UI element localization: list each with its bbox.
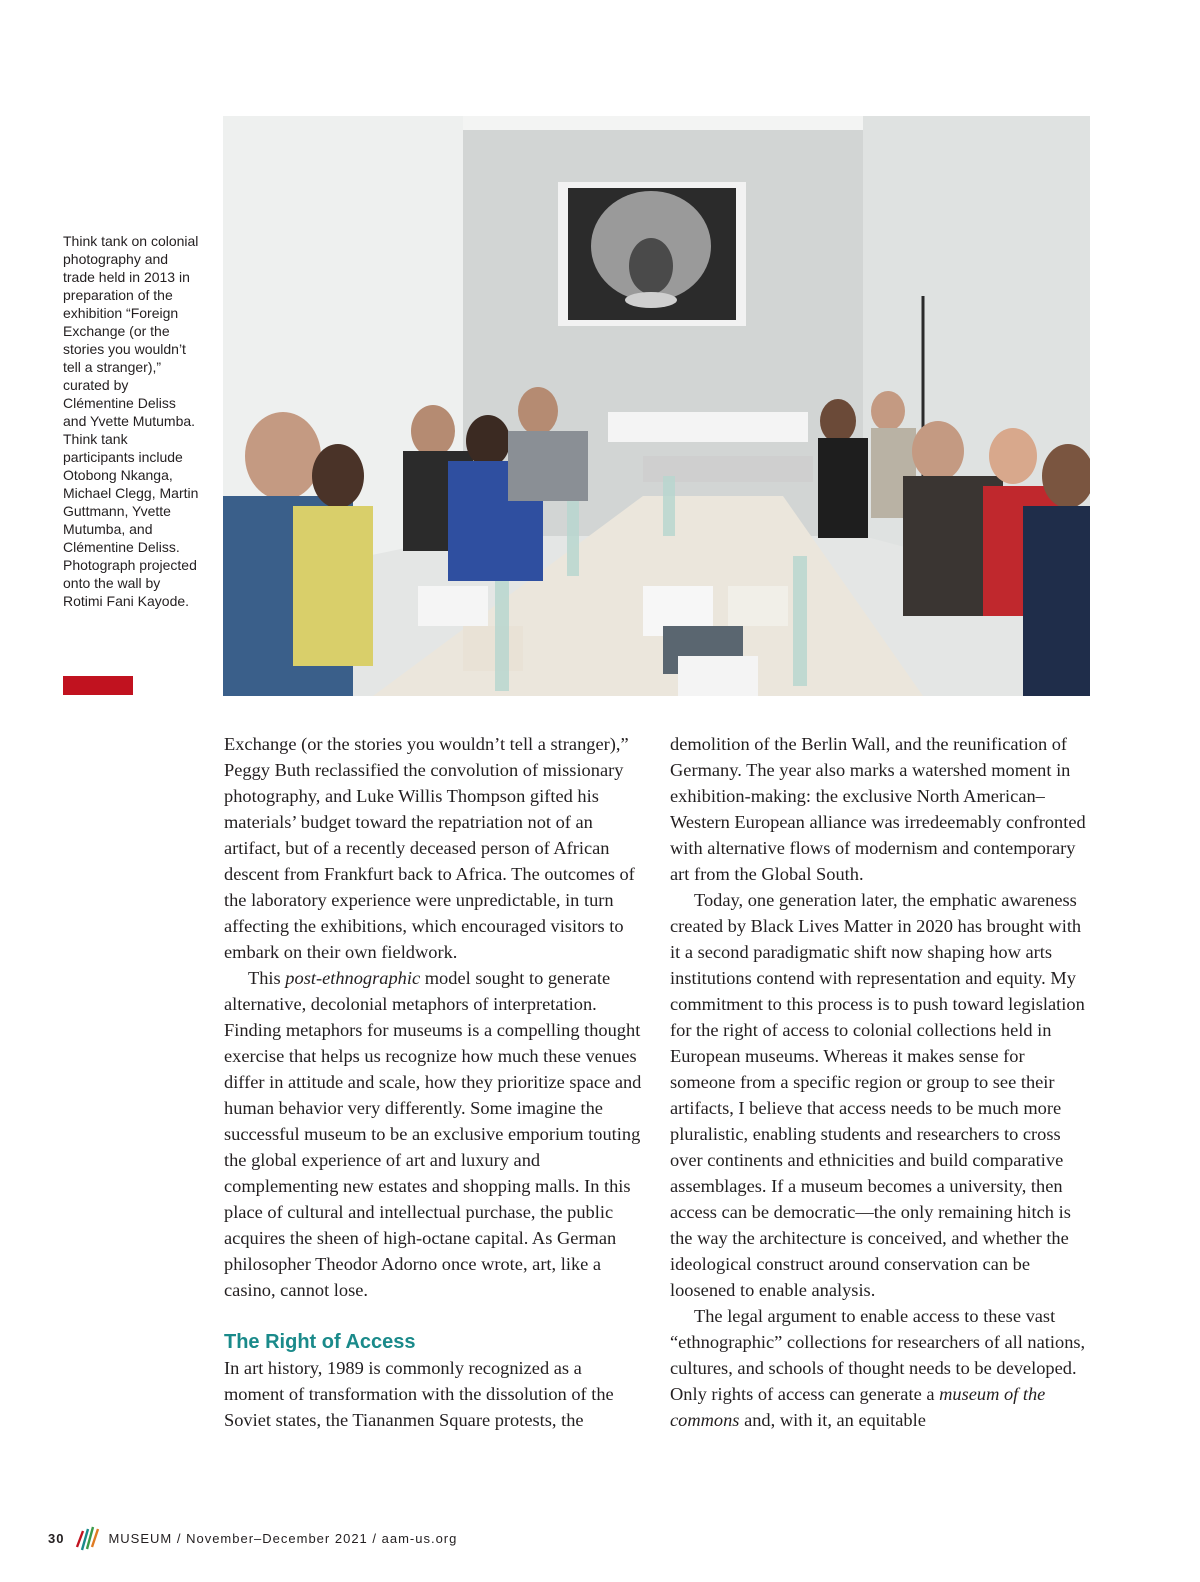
aam-logo-icon <box>74 1523 100 1553</box>
photo-illustration <box>223 116 1090 696</box>
paragraph: Exchange (or the stories you wouldn’t tell a stranger),” Peggy Buth reclassified the convolution of missionary photography, and Luke Willis Thompson gifted his materials’ budget toward the repatriation not of an artifact, but of a recently deceased person of African descent from Frankfurt back to Africa. The outcomes of the laboratory experience were unpredictable, in turn affecting the exhibitions, which encouraged visitors to embark on their own fieldwork. <box>224 734 635 962</box>
section-heading: The Right of Access <box>224 1331 416 1353</box>
italic-term: museum of the commons <box>670 1384 1046 1430</box>
paragraph: The legal argument to enable access to these vast “ethnographic” collections for researchers of all nations, cultures, and schools of thought needs to be developed. Only rights of access can generate a museum of the commons and, with it, an equitable <box>670 1306 1086 1430</box>
paragraph: Today, one generation later, the emphatic awareness created by Black Lives Matter in 2020 has brought with it a second paradigmatic shift now shaping how arts institutions contend with representation and equity. My commitment to this process is to push toward legislation for the right of access to colonial collections held in European museums. Whereas it makes sense for someone from a specific region or group to see their artifacts, I believe that access needs to be much more pluralistic, enabling students and researchers to cross over continents and ethnicities and build comparative assemblages. If a museum becomes a university, then access can be democratic—the only remaining hitch is the way the architecture is conceived, and whether the ideological construct around conservation can be loosened to enable analysis. <box>670 890 1085 1300</box>
paragraph: In art history, 1989 is commonly recognized as a moment of transformation with the dissolution of the Soviet states, the Tiananmen Square protests, the <box>224 1358 614 1430</box>
paragraph: demolition of the Berlin Wall, and the reunification of Germany. The year also marks a watershed moment in exhibition-making: the exclusive North American–Western European alliance was irredeemably confronted with alternative flows of modernism and contemporary art from the Global South. <box>670 734 1086 884</box>
caption-accent-bar <box>63 676 133 695</box>
meeting-photograph <box>223 116 1090 696</box>
publication-info: MUSEUM / November–December 2021 / aam-us.org <box>108 1530 458 1546</box>
page-number: 30 <box>48 1530 65 1546</box>
page-footer <box>48 1522 457 1554</box>
photo-caption: Think tank on colonial photography and trade held in 2013 in preparation of the exhibition “Foreign Exchange (or the stories you wouldn’t tell a stranger),” curated by Clémentine Deliss and Yvette Mutumba. Think tank participants include Otobong Nkanga, Michael Clegg, Martin Guttmann, Yvette Mutumba, and Clémentine Deliss. Photograph projected onto the wall by Rotimi Fani Kayode. <box>63 233 199 609</box>
paragraph: This post-ethnographic model sought to generate alternative, decolonial metaphors of interpretation. Finding metaphors for museums is a compelling thought exercise that helps us recognize how much these venues differ in attitude and scale, how they prioritize space and human behavior very differently. Some imagine the successful museum to be an exclusive emporium touting the global experience of art and luxury and complementing new estates and shopping malls. In this place of cultural and intellectual purchase, the public acquires the sheen of high-octane capital. As German philosopher Theodor Adorno once wrote, art, like a casino, cannot lose. <box>224 968 642 1300</box>
article-column-left <box>224 731 644 1433</box>
article-column-right <box>670 731 1090 1433</box>
italic-term: post-ethnographic <box>285 968 421 988</box>
